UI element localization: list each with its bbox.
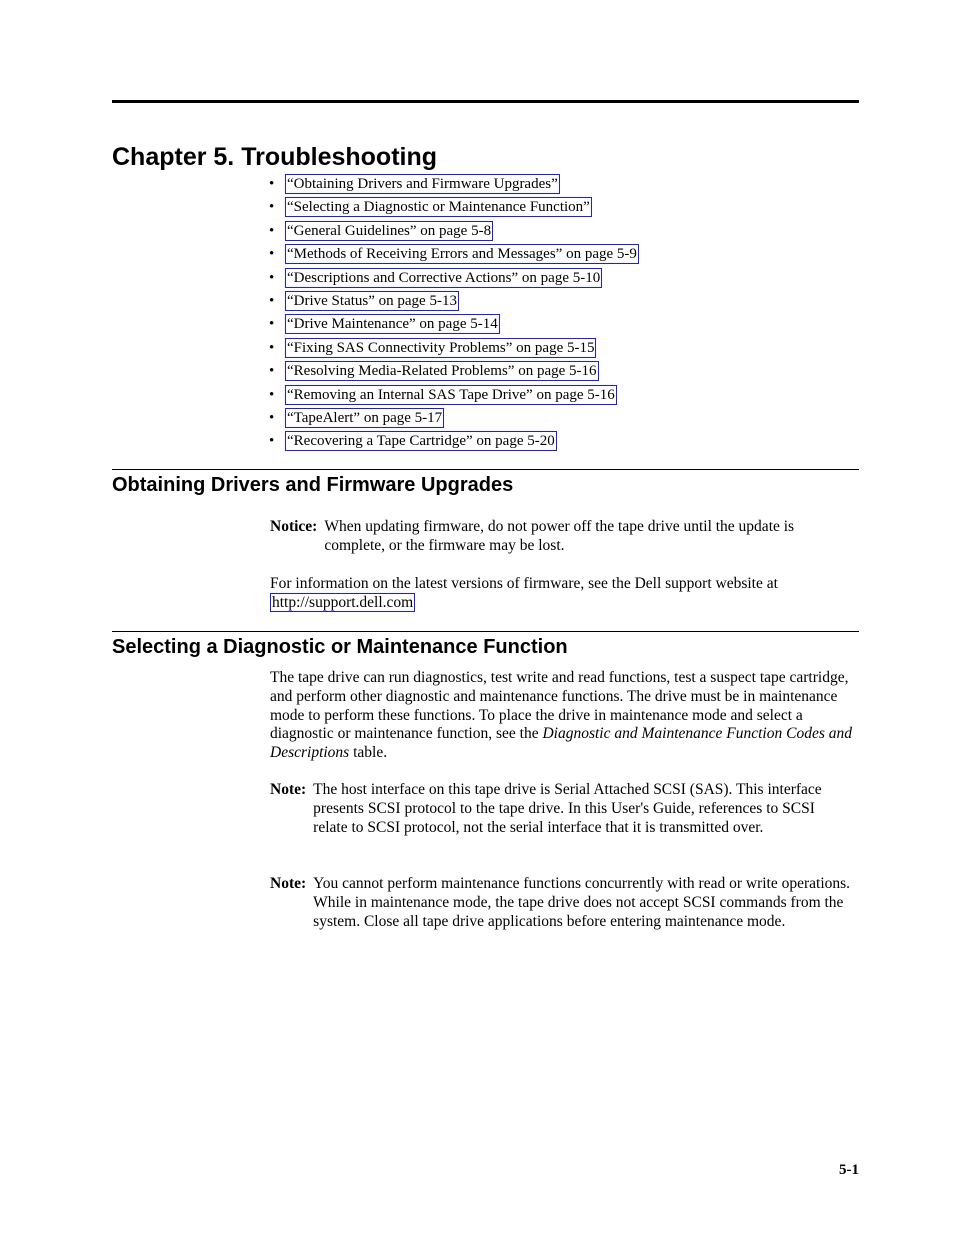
chapter-title: Chapter 5. Troubleshooting [112,143,438,171]
toc-item [269,430,639,453]
section-rule [112,469,859,470]
toc-link-obtaining-drivers[interactable]: “Obtaining Drivers and Firmware Upgrades” [287,176,558,192]
note-label: Note: [270,875,307,892]
toc-link-drive-maintenance[interactable]: “Drive Maintenance” on page 5-14 [287,316,498,333]
toc-link-drive-status[interactable]: “Drive Status” on page 5-13 [287,292,457,309]
diagnostic-paragraph [270,669,858,763]
toc-item [269,196,639,219]
section-title-obtaining-drivers: Obtaining Drivers and Firmware Upgrades [112,474,514,496]
chapter-top-rule [112,100,859,103]
section-title-selecting-diagnostic: Selecting a Diagnostic or Maintenance Function [112,636,568,658]
toc-link-fixing-sas[interactable]: “Fixing SAS Connectivity Problems” on page 5-15 [287,339,595,356]
toc-item [269,384,639,407]
bullet: • [269,246,275,263]
bullet: • [269,433,275,450]
diagnostic-paragraph-text: The tape drive can run diagnostics, test write and read functions, test a suspect tape cartridge, and perform other diagnostic and maintenance functions. The drive must be in maintenance mode to perform these functions. To place the drive in maintenance mode and select a diagnostic or maintenance function, see the [270,669,849,743]
bullet: • [269,363,275,380]
firmware-info-text: For information on the latest versions of firmware, see the Dell support website at [270,575,778,592]
bullet: • [269,316,275,333]
firmware-info-paragraph [270,575,860,613]
notice-text: When updating firmware, do not power off the tape drive until the update is complete, or the firmware may be lost. [324,518,795,554]
toc-item [269,173,639,196]
bullet: • [269,222,275,239]
toc-item [269,313,639,336]
dell-support-link[interactable]: http://support.dell.com [272,593,414,611]
toc-link-descriptions-corrective[interactable]: “Descriptions and Corrective Actions” on page 5-10 [287,269,601,286]
toc-item [269,243,639,266]
note-label: Note: [270,781,307,798]
toc-link-general-guidelines[interactable]: “General Guidelines” on page 5-8 [287,222,492,239]
toc-item [269,290,639,313]
toc-link-recovering-cartridge[interactable]: “Recovering a Tape Cartridge” on page 5-20 [287,433,555,450]
bullet: • [269,199,275,216]
toc-link-methods-receiving-errors[interactable]: “Methods of Receiving Errors and Messages” on page 5-9 [287,246,637,263]
note-text-sas: The host interface on this tape drive is Serial Attached SCSI (SAS). This interface presents SCSI protocol to the tape drive. In this User's Guide, references to SCSI relate to SCSI protocol, not the serial interface that it is transmitted over. [313,781,822,836]
chapter-toc [269,173,639,454]
toc-link-tapealert[interactable]: “TapeAlert” on page 5-17 [287,409,443,426]
bullet: • [269,269,275,286]
notice-label: Notice: [270,518,318,535]
bullet: • [269,409,275,426]
toc-item [269,360,639,383]
toc-item [269,267,639,290]
diagnostic-paragraph-tail: table. [353,744,388,762]
section-rule [112,631,859,632]
note-text-maintenance: You cannot perform maintenance functions concurrently with read or write operations. While in maintenance mode, the tape drive does not accept SCSI commands from the system. Close all tape drive applications before entering maintenance mode. [313,875,851,930]
notice-block [270,518,858,556]
page-number: 5-1 [839,1162,859,1178]
diagnostic-table-reference: Diagnostic and Maintenance Function Codes and Descriptions [270,725,852,762]
toc-link-resolving-media[interactable]: “Resolving Media-Related Problems” on page 5-16 [287,363,597,380]
bullet: • [269,386,275,403]
toc-link-selecting-diagnostic[interactable]: “Selecting a Diagnostic or Maintenance Function” [287,199,590,216]
bullet: • [269,292,275,309]
note-block-sas [270,781,845,837]
toc-link-removing-drive[interactable]: “Removing an Internal SAS Tape Drive” on page 5-16 [287,386,615,403]
toc-item [269,407,639,430]
toc-item [269,337,639,360]
bullet: • [269,339,275,356]
bullet: • [269,176,275,192]
note-block-maintenance [270,875,860,931]
toc-item [269,220,639,243]
